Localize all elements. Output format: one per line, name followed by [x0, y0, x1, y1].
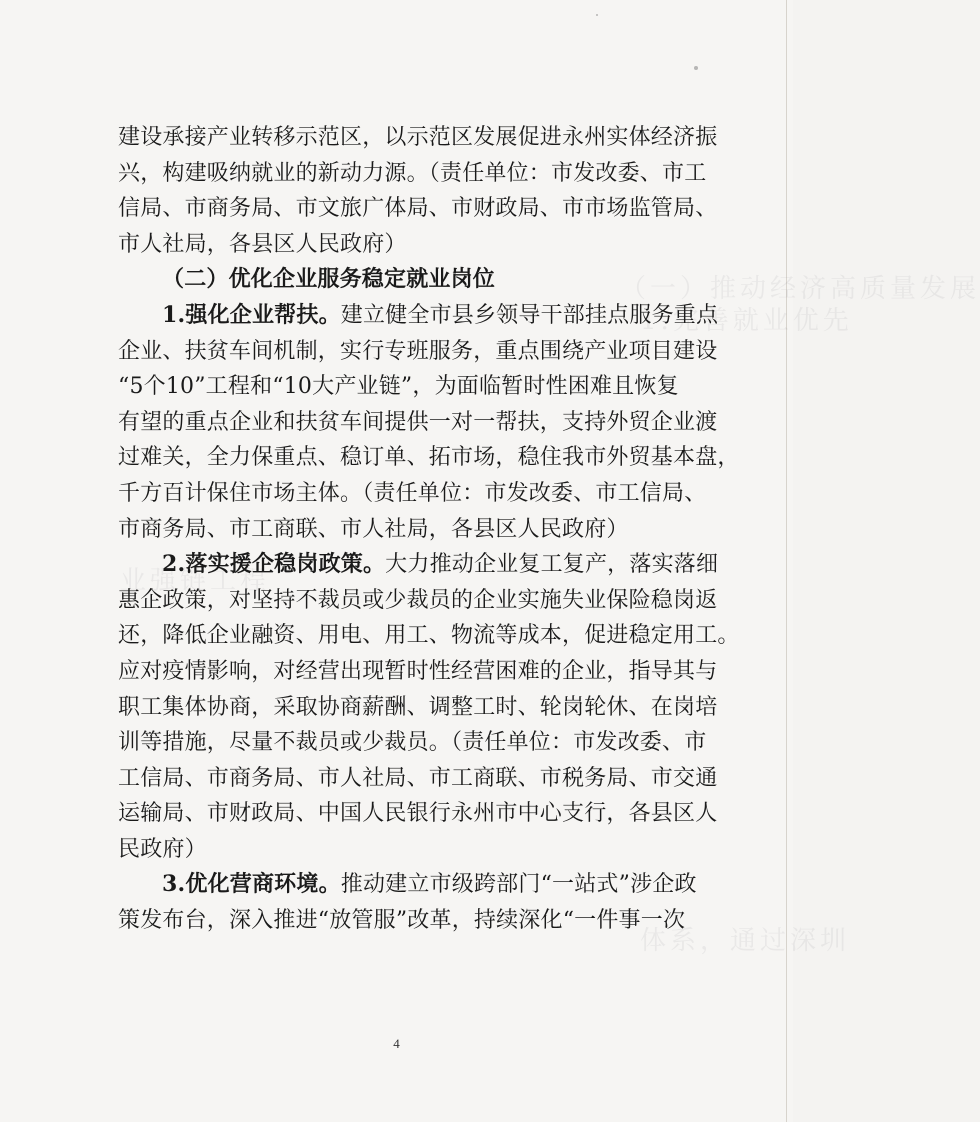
text-line: 训等措施，尽量不裁员或少裁员。（责任单位：市发改委、市 — [118, 730, 707, 756]
text-line: 企业、扶贫车间机制，实行专班服务，重点围绕产业项目建设 — [118, 338, 718, 364]
text-line: 信局、市商务局、市文旅广体局、市财政局、市市场监管局、 — [118, 196, 718, 222]
text-line: 民政府） — [118, 836, 207, 862]
text-line: “5个10”工程和“10大产业链”，为面临暂时性困难且恢复 — [118, 374, 679, 400]
text-line — [118, 867, 697, 903]
text-line: 建设承接产业转移示范区，以示范区发展促进永州实体经济振 — [118, 125, 718, 150]
show-through: 业强链工程 — [120, 566, 271, 596]
show-through: 1.完善就业优先 — [640, 306, 853, 336]
show-through: 体系，通过深圳 — [640, 926, 851, 956]
text-line: 策发布台，深入推进“放管服”改革，持续深化“一件事一次 — [118, 908, 686, 934]
text-line: 职工集体协商，采取协商薪酬、调整工时、轮岗轮休、在岗培 — [118, 694, 718, 720]
text-line: 兴，构建吸纳就业的新动力源。（责任单位：市发改委、市工 — [118, 160, 707, 186]
item-heading: 3.优化营商环境。 — [162, 871, 341, 898]
text-line: 应对疫情影响，对经营出现暂时性经营困难的企业，指导其与 — [118, 658, 718, 684]
section-heading: （二）优化企业服务稳定就业岗位 — [162, 266, 496, 293]
text-line: 有望的重点企业和扶贫车间提供一对一帮扶，支持外贸企业渡 — [118, 409, 718, 435]
item-heading: 1.强化企业帮扶。 — [162, 301, 341, 328]
body-text — [118, 120, 740, 939]
text-line: 运输局、市财政局、中国人民银行永州市中心支行，各县区人 — [118, 801, 718, 827]
text-line: 千方百计保住市场主体。（责任单位：市发改委、市工信局、 — [118, 480, 707, 506]
text-line: 惠企政策，对坚持不裁员或少裁员的企业实施失业保险稳岗返 — [118, 587, 718, 613]
page-edge — [786, 0, 787, 1122]
text-line: 还，降低企业融资、用电、用工、物流等成本，促进稳定用工。 — [118, 623, 740, 649]
text-line: 市人社局，各县区人民政府） — [118, 231, 407, 257]
text-line — [118, 298, 719, 334]
show-through: （一）推动经济高质量发展 — [620, 274, 980, 304]
text-line — [118, 547, 719, 583]
scan-speck — [694, 66, 698, 70]
text-line: 工信局、市商务局、市人社局、市工商联、市税务局、市交通 — [118, 765, 718, 791]
text-span: 推动建立市级跨部门“一站式”涉企政 — [340, 872, 697, 898]
page-number: 4 — [393, 1036, 400, 1051]
text-span: 大力推动企业复工复产，落实落细 — [385, 552, 719, 578]
item-heading: 2.落实援企稳岗政策。 — [162, 551, 386, 578]
text-line: 过难关，全力保重点、稳订单、拓市场，稳住我市外贸基本盘， — [118, 445, 740, 471]
text-span: 建立健全市县乡领导干部挂点服务重点 — [340, 302, 719, 328]
text-line: 市商务局、市工商联、市人社局，各县区人民政府） — [118, 516, 629, 542]
scan-speck — [596, 14, 598, 16]
